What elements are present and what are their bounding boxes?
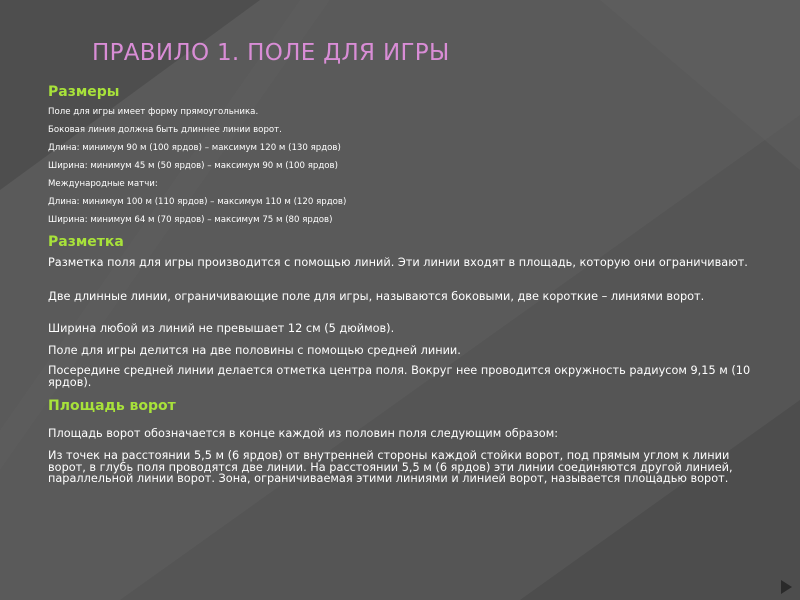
goal-area-paragraph: Площадь ворот обозначается в конце каждой из половин поля следующим образом: [48,427,559,440]
markings-paragraph: Две длинные линии, ограничивающие поле для игры, называются боковыми, две короткие – линиями ворот. [48,290,705,303]
markings-paragraph: Посередине средней линии делается отметка центра поля. Вокруг нее проводится окружность радиусом 9,15 м (10 ярдов). [48,364,751,389]
heading-markings: Разметка [48,234,124,250]
markings-paragraph: Разметка поля для игры производится с помощью линий. Эти линии входят в площадь, которую они ограничивают. [48,256,748,269]
sizes-line: Ширина: минимум 64 м (70 ярдов) – максимум 75 м (80 ярдов) [48,215,333,225]
sizes-line: Ширина: минимум 45 м (50 ярдов) – максимум 90 м (100 ярдов) [48,161,338,171]
sizes-line: Длина: минимум 100 м (110 ярдов) – максимум 110 м (120 ярдов) [48,197,347,207]
sizes-line: Поле для игры имеет форму прямоугольника. [48,107,259,117]
heading-goal-area: Площадь ворот [48,398,176,414]
markings-paragraph: Ширина любой из линий не превышает 12 см (5 дюймов). [48,322,395,335]
sizes-line: Международные матчи: [48,179,158,189]
slide-title: ПРАВИЛО 1. ПОЛЕ ДЛЯ ИГРЫ [92,40,450,66]
sizes-line: Боковая линия должна быть длиннее линии ворот. [48,125,282,135]
heading-sizes: Размеры [48,84,120,100]
markings-paragraph: Поле для игры делится на две половины с помощью средней линии. [48,344,461,357]
goal-area-paragraph: Из точек на расстоянии 5,5 м (6 ярдов) от внутренней стороны каждой стойки ворот, под прямым углом к линии ворот, в глубь поля проводятся две линии. На расстоянии 5,5 м (6 ярдов) эти линии соединяются другой линией, параллельной линии ворот. Зона, ограничиваемая этими линиями и линией ворот, называется площадью ворот. [48,449,733,485]
sizes-line: Длина: минимум 90 м (100 ярдов) – максимум 120 м (130 ярдов) [48,143,341,153]
